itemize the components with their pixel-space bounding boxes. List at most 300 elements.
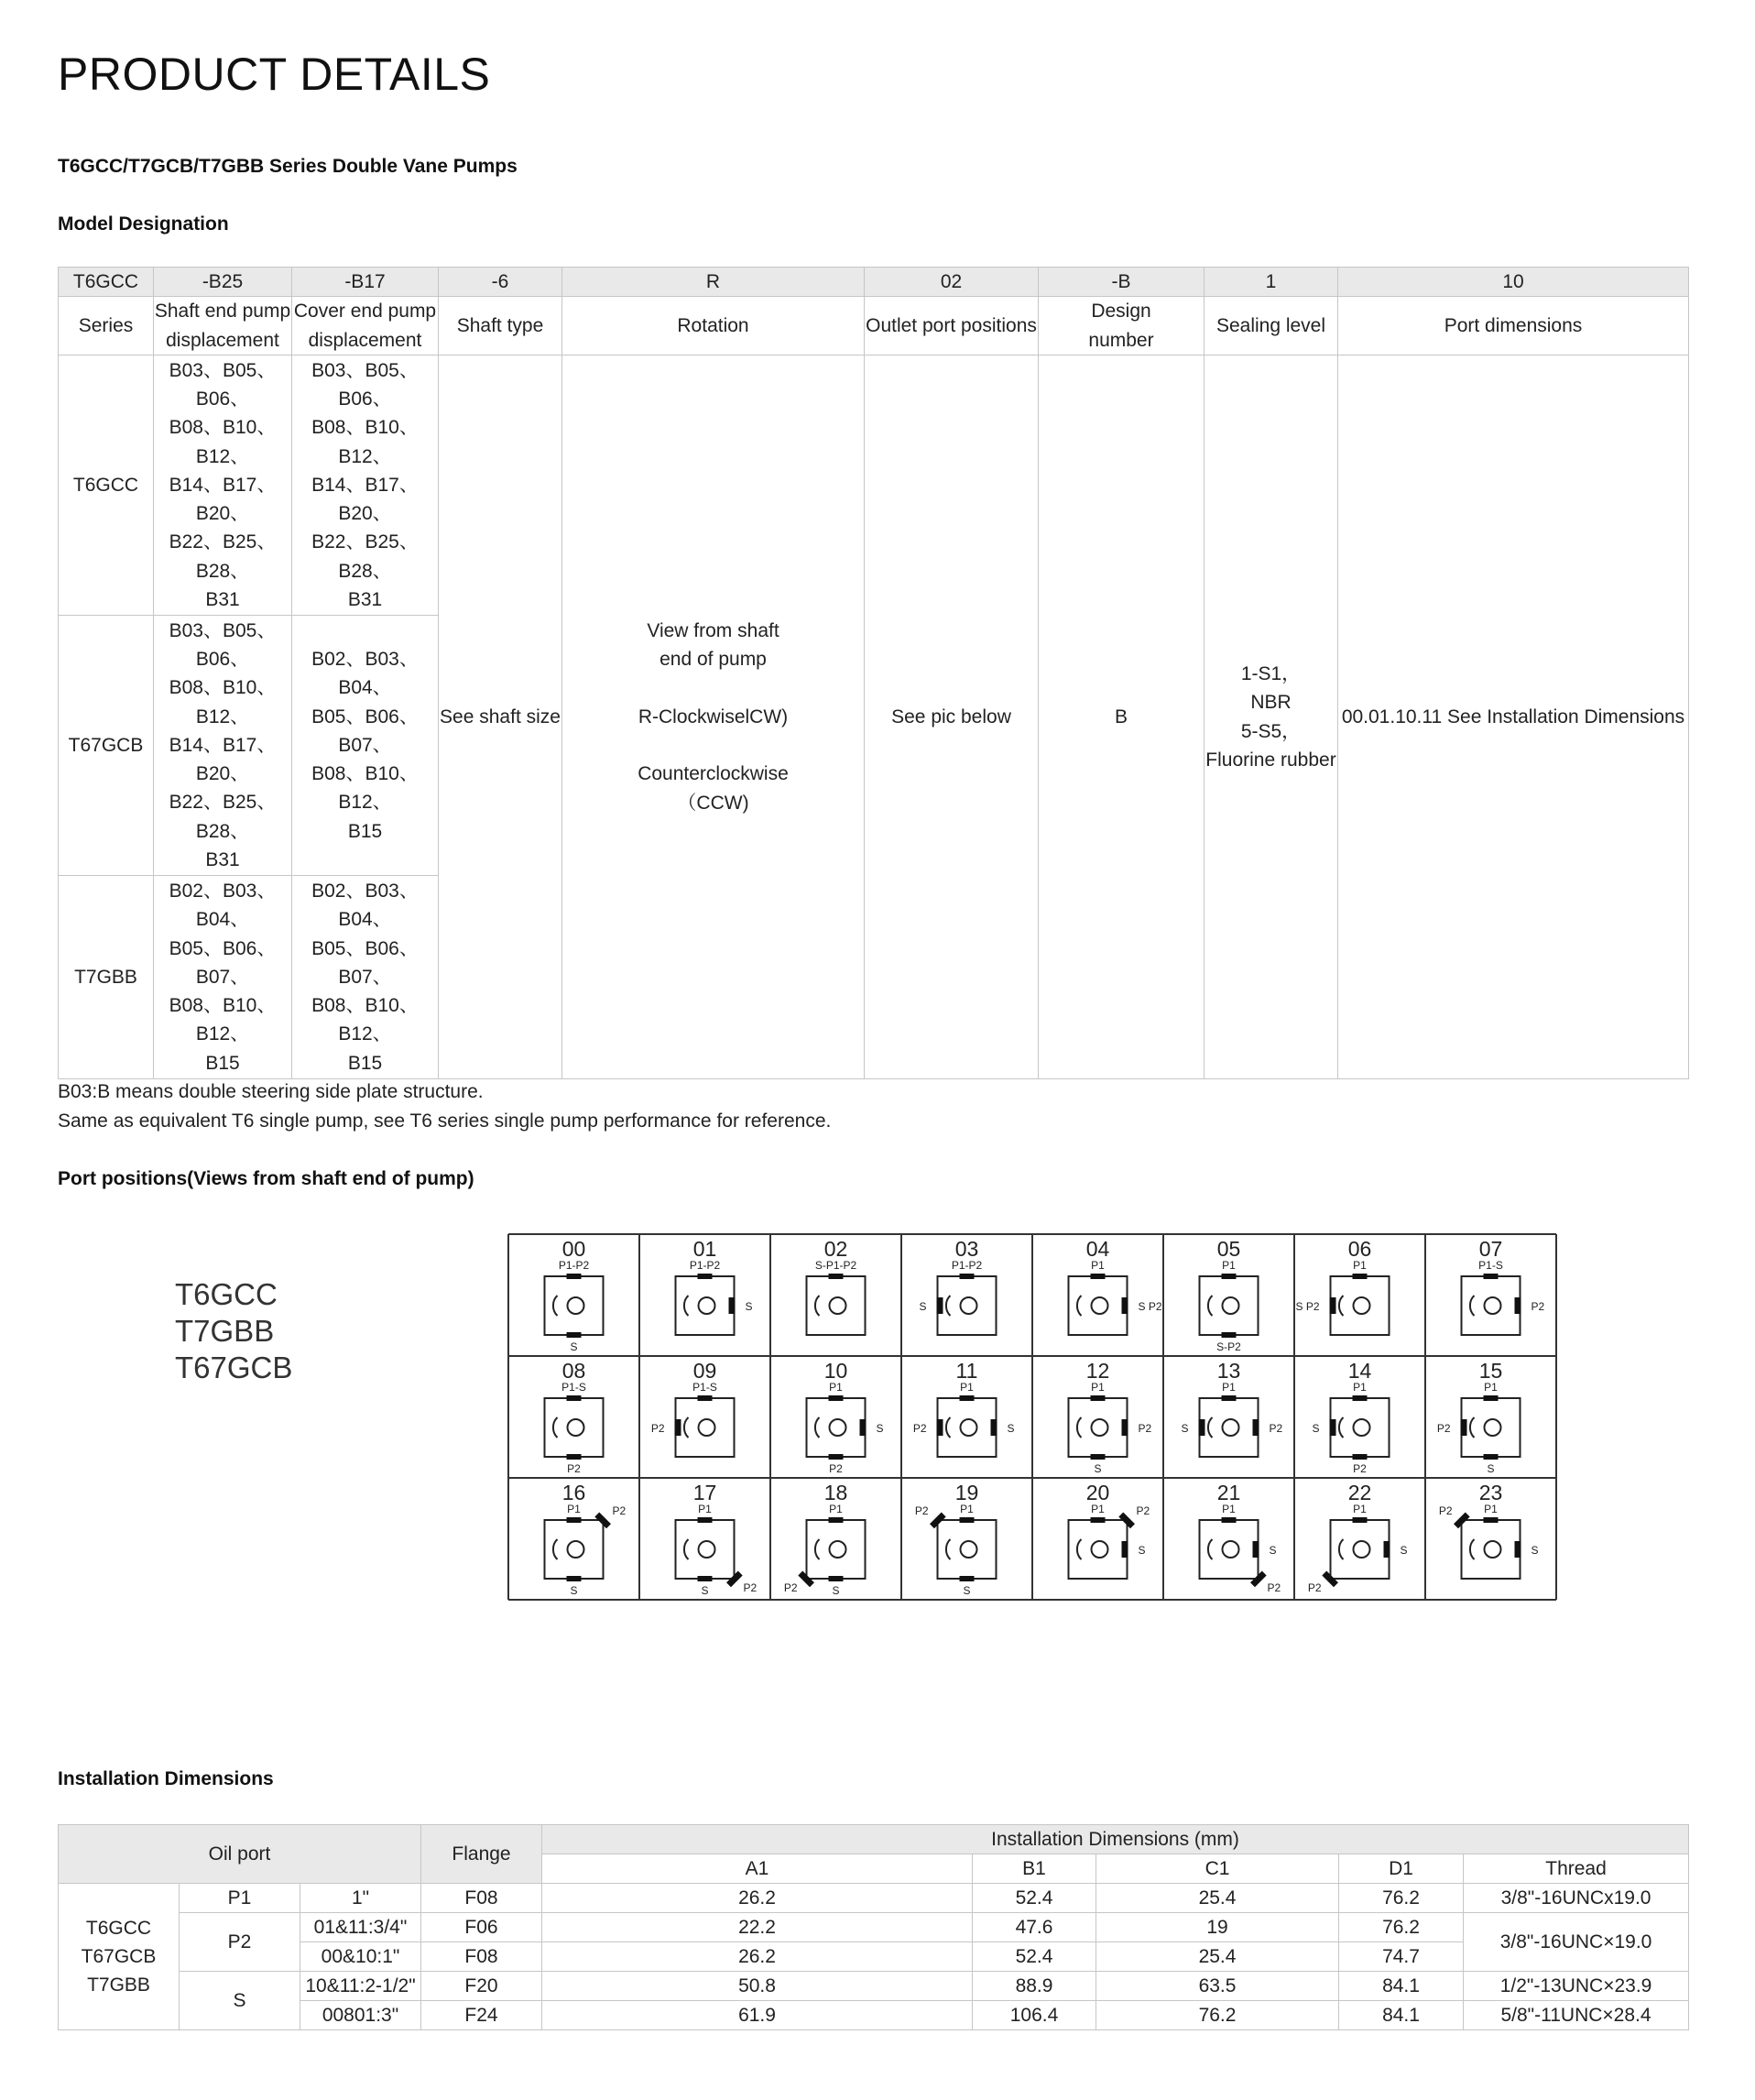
right-port [1253,1419,1259,1436]
port-number: 08 [561,1359,586,1383]
c1: 63.5 [1096,1972,1339,2001]
top-port-label: P1-S [561,1381,586,1394]
label-line: Cover end pump [293,301,437,323]
top-port [1222,1395,1237,1401]
port-series-name: T7GBB [175,1314,275,1348]
bottom-port-label: S [570,1584,578,1597]
cell-line: B03、B05、 [311,359,419,381]
cell-line: T6GCC [85,1917,152,1939]
port-dims-value: 00.01.10.11 See Installation Dimensions [1338,355,1689,1079]
cell-line: B12、 [338,792,392,814]
right-port-label: S P2 [1138,1300,1162,1313]
label-line: Shaft end pump [154,301,291,323]
shaft-arc [1208,1539,1213,1559]
top-port-label: P1 [829,1503,843,1515]
port-size: 00801:3" [300,2001,421,2030]
code-shaft-end: -B25 [154,268,292,297]
shaft-end-list [154,616,292,876]
diagonal-port-label: P2 [1267,1581,1281,1594]
label-line: displacement [308,329,422,351]
cell-line: B04、 [338,677,392,699]
cell-line: B07、 [195,966,250,988]
cell-line: B08、B10、 [311,417,419,439]
port-p2: P2 [180,1913,300,1972]
right-port [1253,1541,1259,1558]
right-port [1122,1297,1128,1314]
left-port-label: S [1312,1422,1320,1435]
bottom-port [1091,1454,1106,1460]
shaft-arc [946,1539,951,1559]
d1: 76.2 [1339,1884,1464,1913]
series-name: T7GBB [59,876,154,1079]
left-port [1330,1419,1336,1436]
cell-line: B22、B25、 [311,531,419,553]
top-port-label: P1 [1353,1503,1367,1515]
port-number: 09 [692,1359,717,1383]
label-cover-end [292,297,439,355]
cell-line: B12、 [338,445,392,467]
top-port [567,1517,582,1523]
top-port-label: P1 [1222,1381,1236,1394]
code-shaft-type: -6 [439,268,562,297]
port-number: 12 [1085,1359,1110,1383]
dims-header: Installation Dimensions (mm) [542,1825,1689,1854]
install-row [59,1972,1689,2001]
port-size: 10&11:2-1/2" [300,1972,421,2001]
cell-line: B31 [205,589,240,611]
port-number: 17 [692,1481,717,1504]
port-number: 05 [1216,1237,1241,1261]
cover-end-list [292,876,439,1079]
left-port-label: S [919,1300,927,1313]
port-number: 10 [823,1359,848,1383]
port-number: 00 [561,1237,586,1261]
shaft-arc [1339,1296,1344,1316]
top-port [960,1395,975,1401]
a1: 61.9 [542,2001,973,2030]
label-outlet: Outlet port positions [865,297,1039,355]
install-row [59,1913,1689,1942]
flange-header: Flange [421,1825,542,1884]
bottom-port [829,1576,844,1581]
top-port [1353,1274,1368,1279]
a1: 50.8 [542,1972,973,2001]
label-line: displacement [166,329,279,351]
port-number: 03 [954,1237,979,1261]
top-port [1353,1395,1368,1401]
flange: F24 [421,2001,542,2030]
shaft-arc [1077,1417,1082,1438]
a1: 22.2 [542,1913,973,1942]
cell-line: B20、 [195,503,250,525]
bottom-port [960,1576,975,1581]
cell-line: 5-S5， [1240,720,1302,742]
top-port-label: P1-S [1478,1259,1503,1272]
port-number: 07 [1478,1237,1503,1261]
shaft-circle [1092,1297,1108,1314]
top-port [698,1517,713,1523]
shaft-end-list [154,876,292,1079]
top-port [567,1274,582,1279]
top-port [1484,1395,1499,1401]
shaft-arc [1339,1539,1344,1559]
code-sealing: 1 [1205,268,1338,297]
right-port-label: S [745,1300,753,1313]
cell-line: B02、B03、 [311,880,419,902]
col-b1: B1 [973,1854,1096,1884]
diagonal-port-label: P2 [1438,1504,1453,1517]
port-size: 00&10:1" [300,1942,421,1972]
top-port-label: P1 [1484,1381,1498,1394]
c1: 19 [1096,1913,1339,1942]
port-number: 14 [1347,1359,1372,1383]
cover-end-list [292,355,439,616]
shaft-circle [699,1297,715,1314]
diagonal-port-label: P2 [1136,1504,1150,1517]
cell-line: R-ClockwiselCW) [638,705,789,727]
b1: 52.4 [973,1942,1096,1972]
cell-line: 1-S1， [1240,662,1302,684]
cell-line: B02、B03、 [169,880,277,902]
right-port [1384,1541,1390,1558]
shaft-arc [1470,1296,1475,1316]
cell-line: B22、B25、 [169,531,277,553]
bottom-port [698,1576,713,1581]
port-number: 16 [561,1481,586,1504]
right-port [991,1419,997,1436]
install-row [59,2001,1689,2030]
port-size: 01&11:3/4" [300,1913,421,1942]
bottom-port-label: S [570,1340,578,1353]
shaft-circle [1092,1419,1108,1436]
flange: F06 [421,1913,542,1942]
port-size: 1" [300,1884,421,1913]
top-port [960,1517,975,1523]
right-port [1515,1541,1521,1558]
port-number: 21 [1216,1481,1241,1504]
label-series: Series [59,297,154,355]
code-series: T6GCC [59,268,154,297]
shaft-arc [1339,1417,1344,1438]
top-port-label: P1 [1091,1381,1105,1394]
left-port-label: S P2 [1295,1300,1320,1313]
port-p1: P1 [180,1884,300,1913]
top-port [1091,1517,1106,1523]
right-port-label: S [1138,1544,1146,1557]
col-c1: C1 [1096,1854,1339,1884]
cell-line: B04、 [338,909,392,931]
cell-line: B08、B10、 [169,677,277,699]
code-cover-end: -B17 [292,268,439,297]
top-port-label: S-P1-P2 [814,1259,857,1272]
d1: 84.1 [1339,2001,1464,2030]
cell-line: B12、 [195,705,250,727]
right-port-label: P2 [1138,1422,1152,1435]
bottom-port-label: S [701,1584,709,1597]
cell-line: B06、 [195,388,250,410]
bottom-port-label: P2 [567,1462,581,1475]
left-port [1330,1297,1336,1314]
top-port-label: P1-P2 [951,1259,983,1272]
note-structure: B03:B means double steering side plate structure. [58,1081,484,1102]
label-line: Design [1091,301,1151,323]
bottom-port [567,1454,582,1460]
installation-heading: Installation Dimensions [58,1768,274,1789]
shaft-arc [815,1417,820,1438]
top-port [960,1274,975,1279]
shaft-circle [830,1419,846,1436]
install-head-row [59,1825,1689,1854]
port-series-name: T67GCB [175,1351,293,1384]
port-number: 04 [1085,1237,1110,1261]
cell-line: B15 [347,820,383,842]
bottom-port-label: S [832,1584,840,1597]
col-d1: D1 [1339,1854,1464,1884]
left-port-label: S [1181,1422,1189,1435]
shaft-circle [830,1541,846,1558]
cell-line: B14、B17、 [311,474,419,496]
cell-line: B03、B05、 [169,359,277,381]
b1: 88.9 [973,1972,1096,2001]
model-designation-heading: Model Designation [58,213,229,235]
d1: 74.7 [1339,1942,1464,1972]
outlet-value: See pic below [865,355,1039,1079]
cell-line: end of pump [659,649,767,671]
port-position-diagram [504,1232,1557,1606]
cover-end-list [292,616,439,876]
flange: F08 [421,1884,542,1913]
left-port-label: P2 [1436,1422,1451,1435]
port-number: 20 [1085,1481,1110,1504]
top-port [829,1517,844,1523]
flange: F20 [421,1972,542,2001]
shaft-circle [961,1297,977,1314]
diagonal-port-label: P2 [1307,1581,1322,1594]
left-port-label: P2 [912,1422,927,1435]
cell-line: B28、 [195,820,250,842]
shaft-circle [568,1297,584,1314]
cell-line: T67GCB [81,1945,157,1967]
shaft-arc [1077,1539,1082,1559]
top-port [1091,1274,1106,1279]
cell-line [562,731,864,760]
cell-line: B02、B03、 [311,648,419,670]
right-port [1122,1541,1128,1558]
cell-line: B05、B06、 [311,937,419,959]
product-heading: T6GCC/T7GCB/T7GBB Series Double Vane Pumps [58,156,518,177]
shaft-arc [1077,1296,1082,1316]
a1: 26.2 [542,1942,973,1972]
shaft-arc [553,1296,558,1316]
shaft-circle [1354,1419,1370,1436]
cell-line: NBR [1250,692,1292,714]
bottom-port-label: P2 [1353,1462,1367,1475]
design-value: B [1039,355,1205,1079]
d1: 76.2 [1339,1913,1464,1942]
cell-line: B15 [205,1052,240,1074]
right-port-label: S [1531,1544,1539,1557]
b1: 106.4 [973,2001,1096,2030]
port-number: 02 [823,1237,848,1261]
bottom-port [829,1454,844,1460]
flange: F08 [421,1942,542,1972]
thread: 3/8"-16UNCx19.0 [1464,1884,1689,1913]
sealing-value [1205,355,1338,1079]
shaft-circle [1092,1541,1108,1558]
c1: 76.2 [1096,2001,1339,2030]
cell-line: B12、 [195,445,250,467]
code-row [59,268,1689,297]
rotation-value [562,355,865,1079]
d1: 84.1 [1339,1972,1464,2001]
code-design: -B [1039,268,1205,297]
b1: 52.4 [973,1884,1096,1913]
cell-line: （CCW) [677,792,749,814]
label-line: number [1088,329,1154,351]
bottom-port-label: S [1094,1462,1102,1475]
right-port-label: P2 [1269,1422,1283,1435]
right-port-label: S [876,1422,884,1435]
top-port-label: P1 [1353,1381,1367,1394]
shaft-circle [568,1419,584,1436]
cell-line: B08、B10、 [311,763,419,785]
shaft-arc [946,1296,951,1316]
code-outlet: 02 [865,268,1039,297]
cell-line: B15 [347,1052,383,1074]
top-port [1484,1517,1499,1523]
top-port-label: P1 [960,1503,974,1515]
port-number: 06 [1347,1237,1372,1261]
shaft-circle [830,1297,846,1314]
shaft-arc [553,1539,558,1559]
installation-table [58,1824,1689,2030]
port-positions-heading: Port positions(Views from shaft end of pump) [58,1168,474,1189]
top-port-label: P1 [1222,1259,1236,1272]
shaft-end-list [154,355,292,616]
cell-line [562,674,864,703]
shaft-circle [568,1541,584,1558]
top-port-label: P1 [1222,1503,1236,1515]
label-shaft-type: Shaft type [439,297,562,355]
cell-line: B06、 [195,648,250,670]
shaft-circle [1354,1541,1370,1558]
cell-line: B22、B25、 [169,792,277,814]
bottom-port [1484,1454,1499,1460]
top-port-label: P1-P2 [689,1259,721,1272]
series-name: T6GCC [59,355,154,616]
port-number: 13 [1216,1359,1241,1383]
label-shaft-end [154,297,292,355]
cell-line: Fluorine rubber [1205,749,1336,771]
port-number: 15 [1478,1359,1503,1383]
cell-line: B31 [205,849,240,871]
left-port [675,1419,681,1436]
cell-line: Counterclockwise [638,763,789,785]
cell-line: B12、 [338,1023,392,1045]
cell-line: B08、B10、 [311,995,419,1017]
thread: 5/8"-11UNC×28.4 [1464,2001,1689,2030]
shaft-circle [1223,1297,1239,1314]
bottom-port [567,1332,582,1338]
shaft-circle [699,1419,715,1436]
port-number: 22 [1347,1481,1372,1504]
cell-line: B06、 [338,388,392,410]
port-series-list [175,1276,292,1386]
shaft-arc [1208,1417,1213,1438]
c1: 25.4 [1096,1884,1339,1913]
code-rotation: R [562,268,865,297]
cell-line: B07、 [338,734,392,756]
right-port-label: S [1269,1544,1277,1557]
install-row [59,1884,1689,1913]
note-reference: Same as equivalent T6 single pump, see T6 series single pump performance for reference. [58,1110,832,1132]
b1: 47.6 [973,1913,1096,1942]
right-port [860,1419,867,1436]
cell-line: B12、 [195,1023,250,1045]
shaft-arc [815,1539,820,1559]
bottom-port [1353,1454,1368,1460]
bottom-port [567,1576,582,1581]
code-port-dims: 10 [1338,268,1689,297]
shaft-type-value: See shaft size [439,355,562,1079]
right-port-label: S [1007,1422,1015,1435]
top-port [567,1395,582,1401]
cell-line: B05、B06、 [311,705,419,727]
shaft-arc [946,1417,951,1438]
cell-line: B04、 [195,909,250,931]
left-port [937,1419,943,1436]
cell-line: B14、B17、 [169,734,277,756]
shaft-circle [1223,1419,1239,1436]
cell-line: B28、 [195,560,250,582]
model-designation-table [58,267,1689,1079]
shaft-circle [1485,1541,1501,1558]
thread: 1/2"-13UNC×23.9 [1464,1972,1689,2001]
right-port [729,1297,736,1314]
right-port-label: P2 [1531,1300,1545,1313]
left-port [1199,1419,1205,1436]
cell-line: B08、B10、 [169,995,277,1017]
shaft-circle [1485,1297,1501,1314]
label-rotation: Rotation [562,297,865,355]
right-port [1122,1419,1128,1436]
shaft-circle [699,1541,715,1558]
top-port-label: P1 [1353,1259,1367,1272]
top-port [1222,1517,1237,1523]
label-sealing: Sealing level [1205,297,1338,355]
bottom-port [1222,1332,1237,1338]
shaft-arc [1470,1417,1475,1438]
col-thread: Thread [1464,1854,1689,1884]
top-port-label: P1-P2 [558,1259,590,1272]
left-port [1461,1419,1467,1436]
shaft-arc [684,1296,689,1316]
cell-line: B03、B05、 [169,619,277,641]
right-port-label: S [1400,1544,1408,1557]
label-row [59,297,1689,355]
cell-line: View from shaft [647,619,779,641]
bottom-port-label: S-P2 [1216,1340,1241,1353]
top-port-label: P1 [960,1381,974,1394]
port-series-name: T6GCC [175,1277,278,1311]
shaft-circle [961,1541,977,1558]
top-port [698,1274,713,1279]
top-port [1484,1274,1499,1279]
shaft-circle [1485,1419,1501,1436]
port-number: 23 [1478,1481,1503,1504]
port-number: 11 [955,1359,978,1383]
diagonal-port-label: P2 [914,1504,929,1517]
